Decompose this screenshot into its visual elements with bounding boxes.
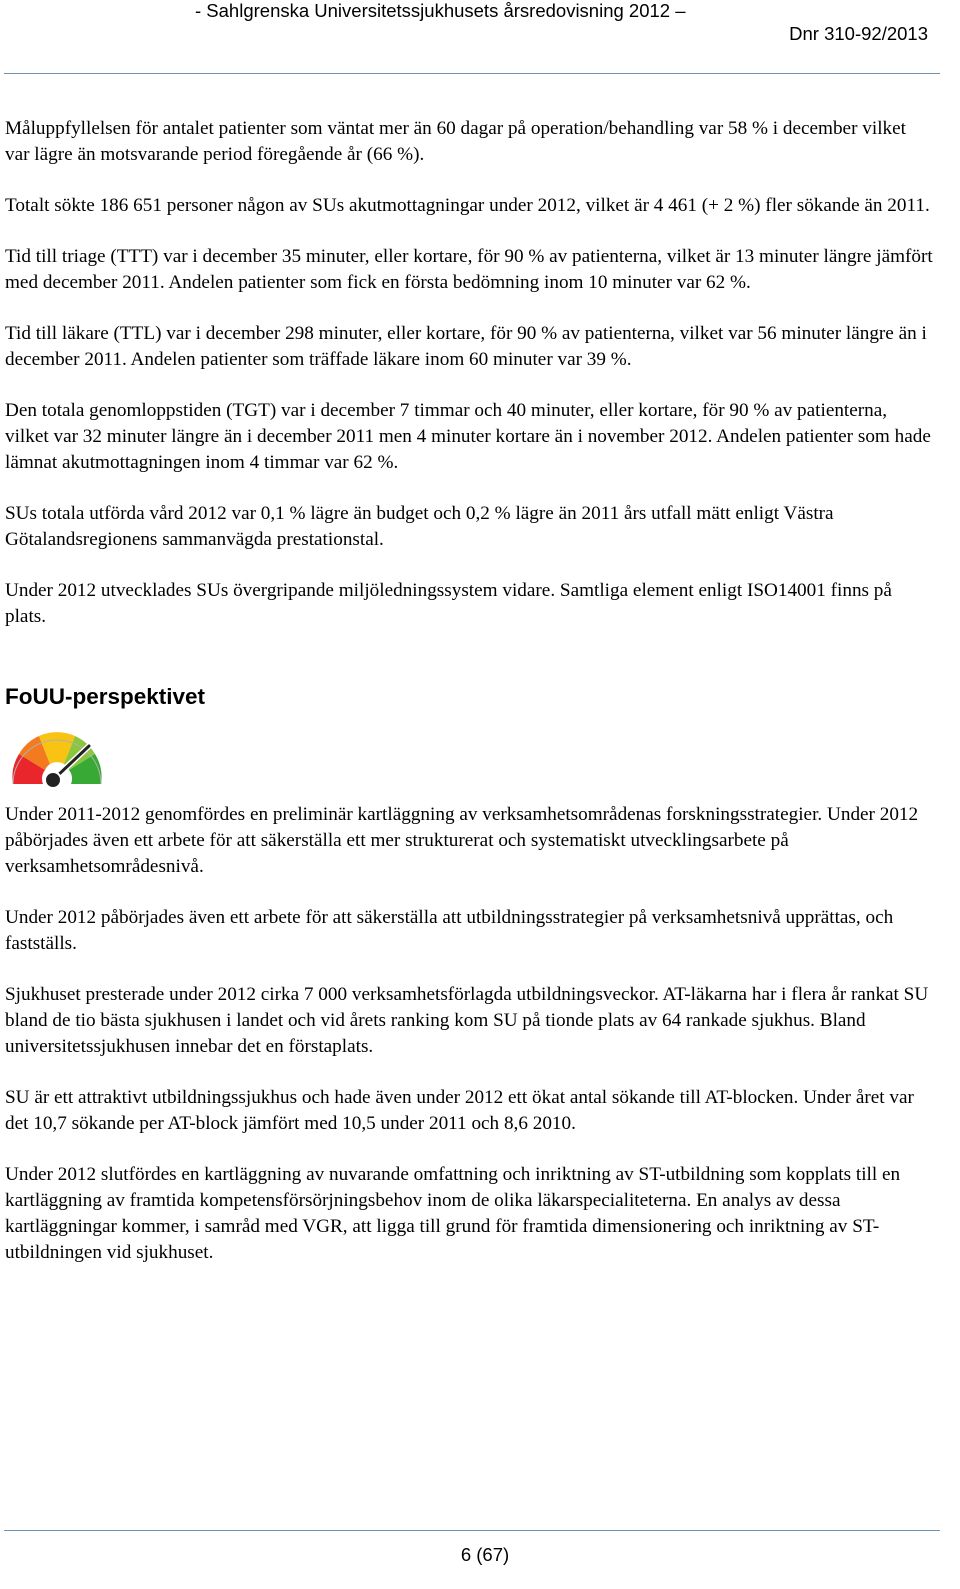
body-paragraph: Under 2011-2012 genomfördes en preliminär kartläggning av verksamhetsområdenas forskningsstrategier. Under 2012 påbörjades även ett arbete för att säkerställa ett mer strukturerat och systematiskt utvecklingsarbete på verksamhetsområdesnivå. (5, 804, 919, 877)
body-paragraph: Tid till triage (TTT) var i december 35 minuter, eller kortare, för 90 % av patienterna, vilket är 13 minuter längre jämfört med december 2011. Andelen patienter som fick en första bedömning inom 10 minuter var 62 %. (5, 246, 933, 293)
body-paragraph: Under 2012 slutfördes en kartläggning av nuvarande omfattning och inriktning av ST-utbildning som kopplats till en kartläggning av framtida kompetensförsörjningsbehov inom de olika läkarspecialiteterna. En analys av dessa kartläggningar kommer, i samråd med VGR, att ligga till grund för framtida dimensionering och inriktning av ST-utbildningen vid sjukhuset. (5, 1164, 901, 1263)
body-paragraph: Sjukhuset presterade under 2012 cirka 7 000 verksamhetsförlagda utbildningsveckor. AT-läkarna har i flera år rankat SU bland de tio bästa sjukhusen i landet och vid årets ranking kom SU på tionde plats av 64 rankade sjukhus. Bland universitetssjukhusen innebar det en förstaplats. (5, 984, 929, 1057)
section-heading: FoUU-perspektivet (5, 684, 206, 709)
page-number: 6 (67) (460, 1544, 510, 1565)
body-paragraph: SU är ett attraktivt utbildningssjukhus och hade även under 2012 ett ökat antal sökande till AT-blocken. Under året var det 10,7 sökande per AT-block jämfört med 10,5 under 2011 och 8,6 2010. (5, 1087, 914, 1134)
page-body (5, 116, 935, 1291)
footer-divider (4, 1530, 940, 1531)
speedometer-gauge-icon (5, 720, 109, 792)
body-paragraph: SUs totala utförda vård 2012 var 0,1 % lägre än budget och 0,2 % lägre än 2011 års utfall mätt enligt Västra Götalandsregionens sammanvägda prestationstal. (5, 503, 834, 550)
body-paragraph: Under 2012 utvecklades SUs övergripande miljöledningssystem vidare. Samtliga element enligt ISO14001 finns på plats. (5, 580, 892, 627)
body-paragraph: Den totala genomloppstiden (TGT) var i december 7 timmar och 40 minuter, eller kortare, för 90 % av patienterna, vilket var 32 minuter längre än i december 2011 men 4 minuter kortare än i november 2012. Andelen patienter som hade lämnat akutmottagningen inom 4 timmar var 62 %. (5, 400, 931, 473)
body-paragraph: Måluppfyllelsen för antalet patienter som väntat mer än 60 dagar på operation/behandling var 58 % i december vilket var lägre än motsvarande period föregående år (66 %). (5, 118, 906, 165)
header-divider (4, 73, 940, 74)
document-number: Dnr 310-92/2013 (789, 23, 928, 44)
body-paragraph: Under 2012 påbörjades även ett arbete för att säkerställa att utbildningsstrategier på verksamhetsnivå upprättas, och fastställs. (5, 907, 894, 954)
document-header-title: - Sahlgrenska Universitetssjukhusets årsredovisning 2012 – (195, 0, 686, 21)
body-paragraph: Tid till läkare (TTL) var i december 298 minuter, eller kortare, för 90 % av patienterna, vilket var 56 minuter längre än i december 2011. Andelen patienter som träffade läkare inom 60 minuter var 39 %. (5, 323, 927, 370)
body-paragraph: Totalt sökte 186 651 personer någon av SUs akutmottagningar under 2012, vilket är 4 461 (+ 2 %) fler sökande än 2011. (5, 195, 930, 216)
